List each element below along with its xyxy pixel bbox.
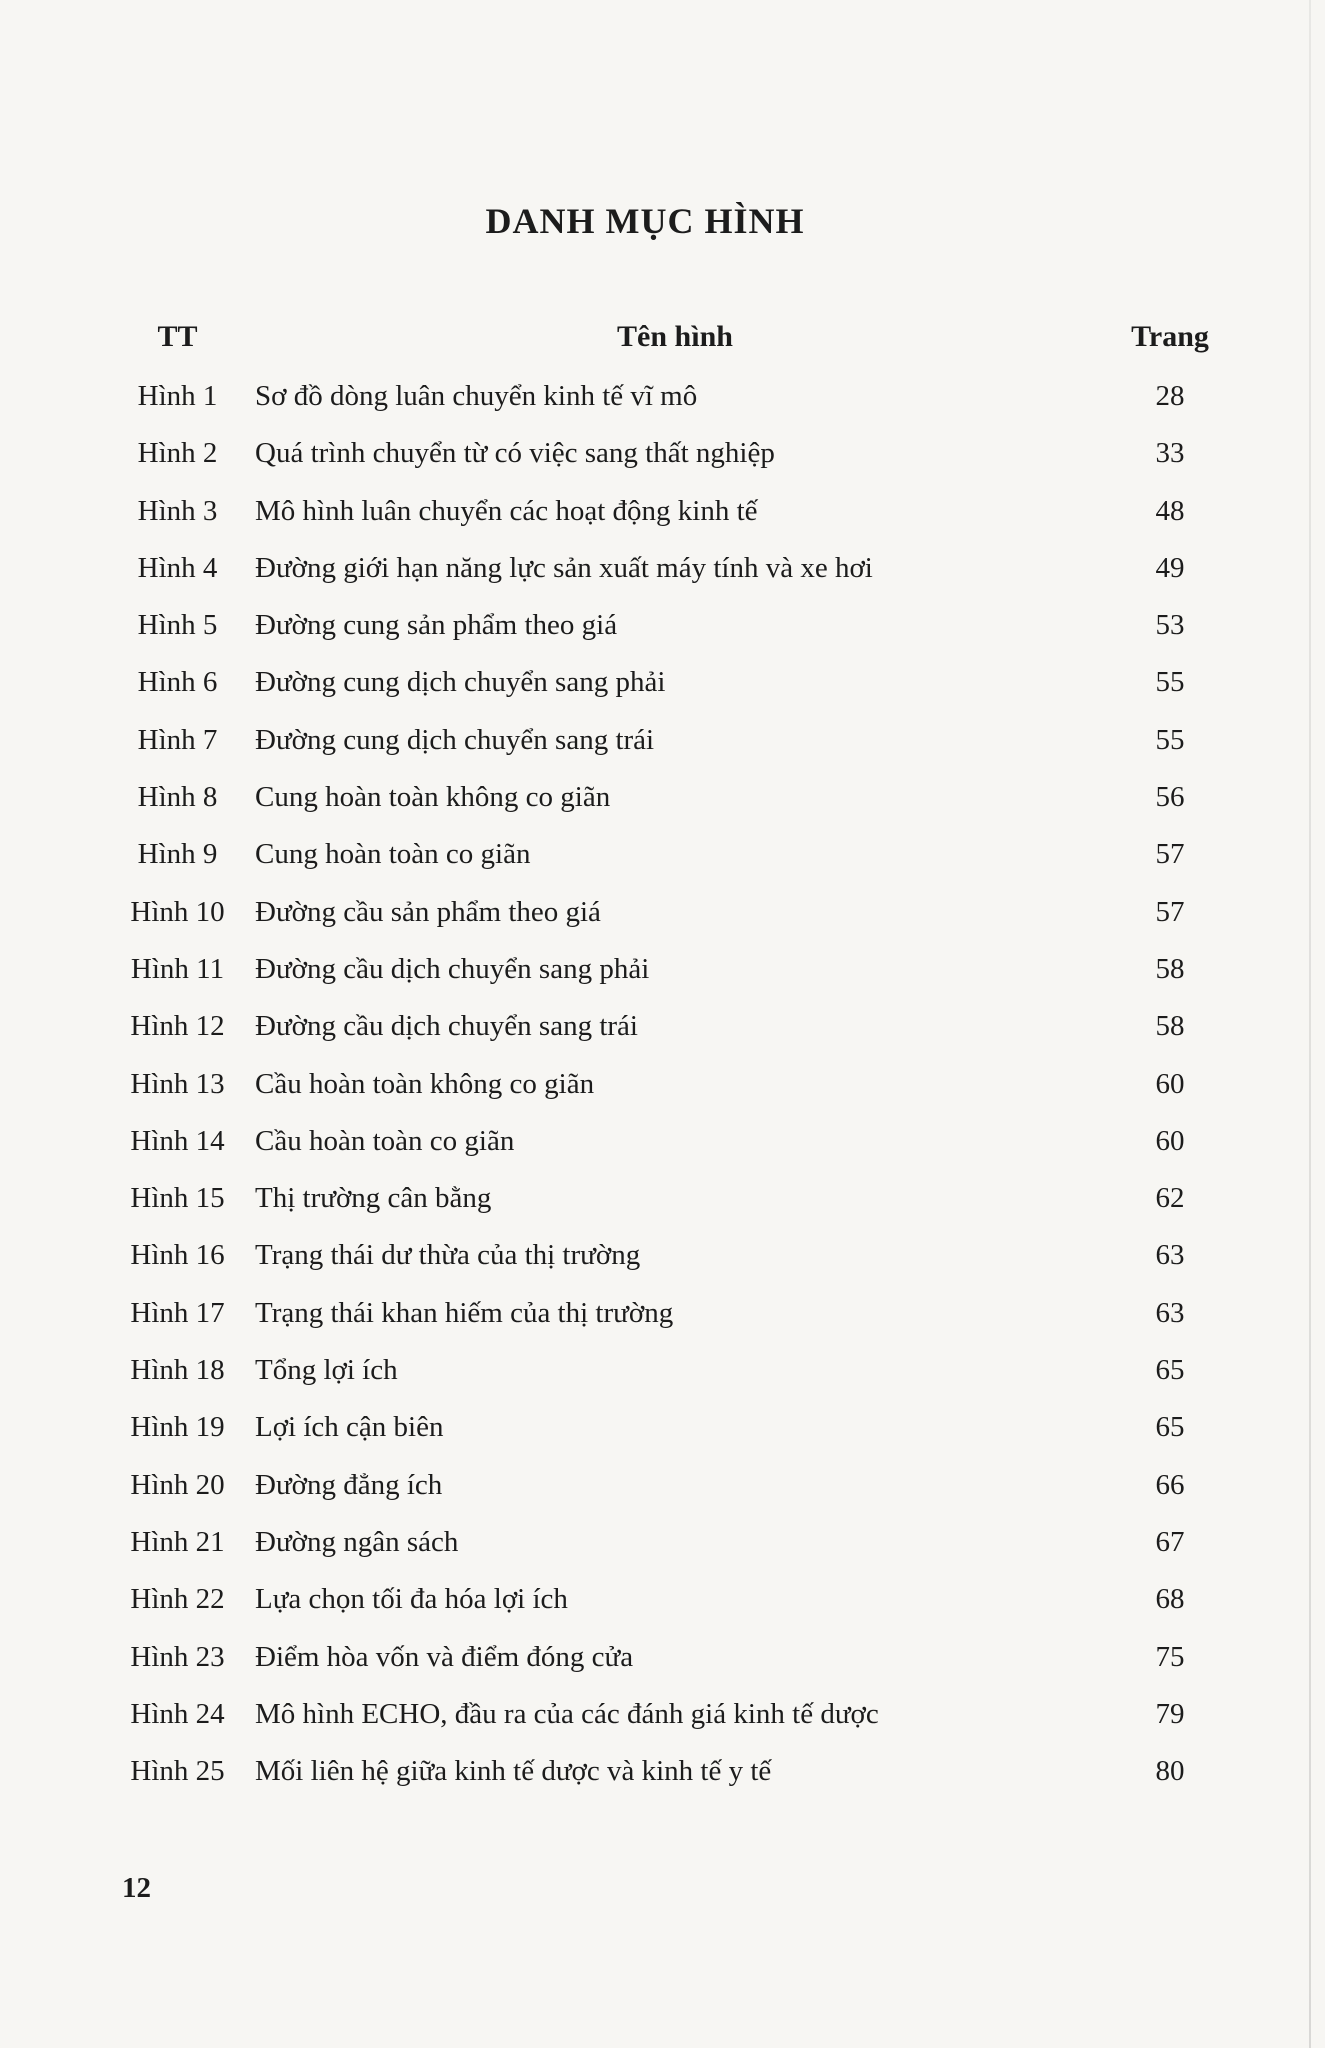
figure-number: Hình 14 [130,1124,225,1157]
table-row [110,1125,1235,1182]
figure-title: Cầu hoàn toàn co giãn [255,1124,515,1157]
figure-page: 49 [1155,551,1185,584]
figure-page: 63 [1155,1239,1185,1272]
figure-title: Đường cầu sản phẩm theo giá [255,895,601,928]
figure-page: 56 [1155,781,1185,814]
figure-title: Đường giới hạn năng lực sản xuất máy tính và xe hơi [255,551,873,584]
table-row [110,781,1235,838]
figure-page: 65 [1155,1354,1185,1387]
figure-number: Hình 20 [130,1468,225,1501]
figure-number: Hình 23 [130,1640,225,1673]
table-row [110,1354,1235,1411]
table-row [110,1182,1235,1239]
figure-page: 75 [1155,1640,1185,1673]
page-number: 12 [122,1872,151,1904]
figure-title: Mô hình luân chuyển các hoạt động kinh tế [255,494,758,527]
figure-number: Hình 12 [130,1010,225,1043]
figure-page: 55 [1155,666,1185,699]
figure-number: Hình 9 [137,838,218,871]
figure-number: Hình 7 [137,723,218,756]
table-row [110,1641,1235,1698]
figure-title: Trạng thái khan hiếm của thị trường [255,1296,674,1329]
figure-page: 57 [1155,895,1185,928]
figure-number: Hình 4 [137,551,218,584]
table-row [110,1068,1235,1125]
header-name: Tên hình [617,320,733,353]
figure-title: Tổng lợi ích [255,1354,398,1387]
figure-page: 80 [1155,1755,1185,1788]
figure-number: Hình 24 [130,1697,225,1730]
figure-title: Đường cầu dịch chuyển sang phải [255,952,650,985]
figure-number: Hình 11 [130,952,225,985]
figure-page: 33 [1155,437,1185,470]
figure-page: 58 [1155,1010,1185,1043]
figure-page: 48 [1155,494,1185,527]
figure-title: Cung hoàn toàn co giãn [255,838,531,871]
table-header [110,320,1235,380]
figure-number: Hình 25 [130,1755,225,1788]
figure-title: Trạng thái dư thừa của thị trường [255,1239,641,1272]
figure-page: 79 [1155,1697,1185,1730]
table-row [110,1010,1235,1067]
figure-number: Hình 17 [130,1296,225,1329]
figure-title: Đường cầu dịch chuyển sang trái [255,1010,638,1043]
figure-number: Hình 13 [130,1067,225,1100]
figure-page: 57 [1155,838,1185,871]
figure-page: 60 [1155,1067,1185,1100]
figure-number: Hình 1 [137,380,218,412]
figure-number: Hình 15 [130,1182,225,1215]
table-row [110,724,1235,781]
figure-title: Lựa chọn tối đa hóa lợi ích [255,1583,568,1616]
table-row [110,1297,1235,1354]
figure-title: Mô hình ECHO, đầu ra của các đánh giá kinh tế dược [255,1697,879,1730]
figure-title: Điểm hòa vốn và điểm đóng cửa [255,1640,634,1673]
page-edge [1309,0,1311,2048]
figure-title: Đường cung dịch chuyển sang trái [255,723,655,756]
table-row [110,896,1235,953]
figure-number: Hình 5 [137,609,218,642]
figure-title: Đường cung dịch chuyển sang phải [255,666,666,699]
figure-page: 68 [1155,1583,1185,1616]
table-row [110,666,1235,723]
table-row [110,609,1235,666]
figure-page: 67 [1155,1525,1185,1558]
figure-title: Sơ đồ dòng luân chuyển kinh tế vĩ mô [255,380,698,412]
table-row [110,380,1235,437]
table-row [110,1698,1235,1755]
figure-title: Cung hoàn toàn không co giãn [255,781,611,814]
figure-number: Hình 10 [130,895,225,928]
figure-number: Hình 2 [137,437,218,470]
figure-page: 62 [1155,1182,1185,1215]
header-page: Trang [1131,320,1209,353]
figure-title: Cầu hoàn toàn không co giãn [255,1067,595,1100]
figure-number: Hình 8 [137,781,218,814]
figure-title: Thị trường cân bằng [255,1182,492,1215]
figure-number: Hình 16 [130,1239,225,1272]
figure-number: Hình 6 [137,666,218,699]
figure-page: 53 [1155,609,1185,642]
figure-page: 55 [1155,723,1185,756]
table-row [110,495,1235,552]
figure-number: Hình 22 [130,1583,225,1616]
figure-page: 63 [1155,1296,1185,1329]
figure-page: 28 [1155,380,1185,412]
figure-number: Hình 18 [130,1354,225,1387]
figure-number: Hình 19 [130,1411,225,1444]
table-row [110,1469,1235,1526]
figure-number: Hình 3 [137,494,218,527]
table-row [110,1239,1235,1296]
header-tt: TT [157,320,198,353]
figure-page: 66 [1155,1468,1185,1501]
page-title: DANH MỤC HÌNH [485,201,805,241]
table-row [110,1583,1235,1640]
figure-title: Đường cung sản phẩm theo giá [255,609,618,642]
table-row [110,838,1235,895]
figure-list-table [110,320,1235,1812]
table-body [110,380,1235,1812]
figure-page: 60 [1155,1124,1185,1157]
table-row [110,552,1235,609]
figure-number: Hình 21 [130,1525,225,1558]
figure-title: Mối liên hệ giữa kinh tế dược và kinh tế y tế [255,1755,772,1788]
table-row [110,1411,1235,1468]
table-row [110,1526,1235,1583]
figure-title: Lợi ích cận biên [255,1411,444,1444]
figure-title: Quá trình chuyển từ có việc sang thất nghiệp [255,437,775,470]
table-row [110,437,1235,494]
figure-title: Đường đẳng ích [255,1468,443,1501]
figure-page: 65 [1155,1411,1185,1444]
figure-title: Đường ngân sách [255,1525,459,1558]
table-row [110,1755,1235,1812]
figure-page: 58 [1155,952,1185,985]
table-row [110,953,1235,1010]
